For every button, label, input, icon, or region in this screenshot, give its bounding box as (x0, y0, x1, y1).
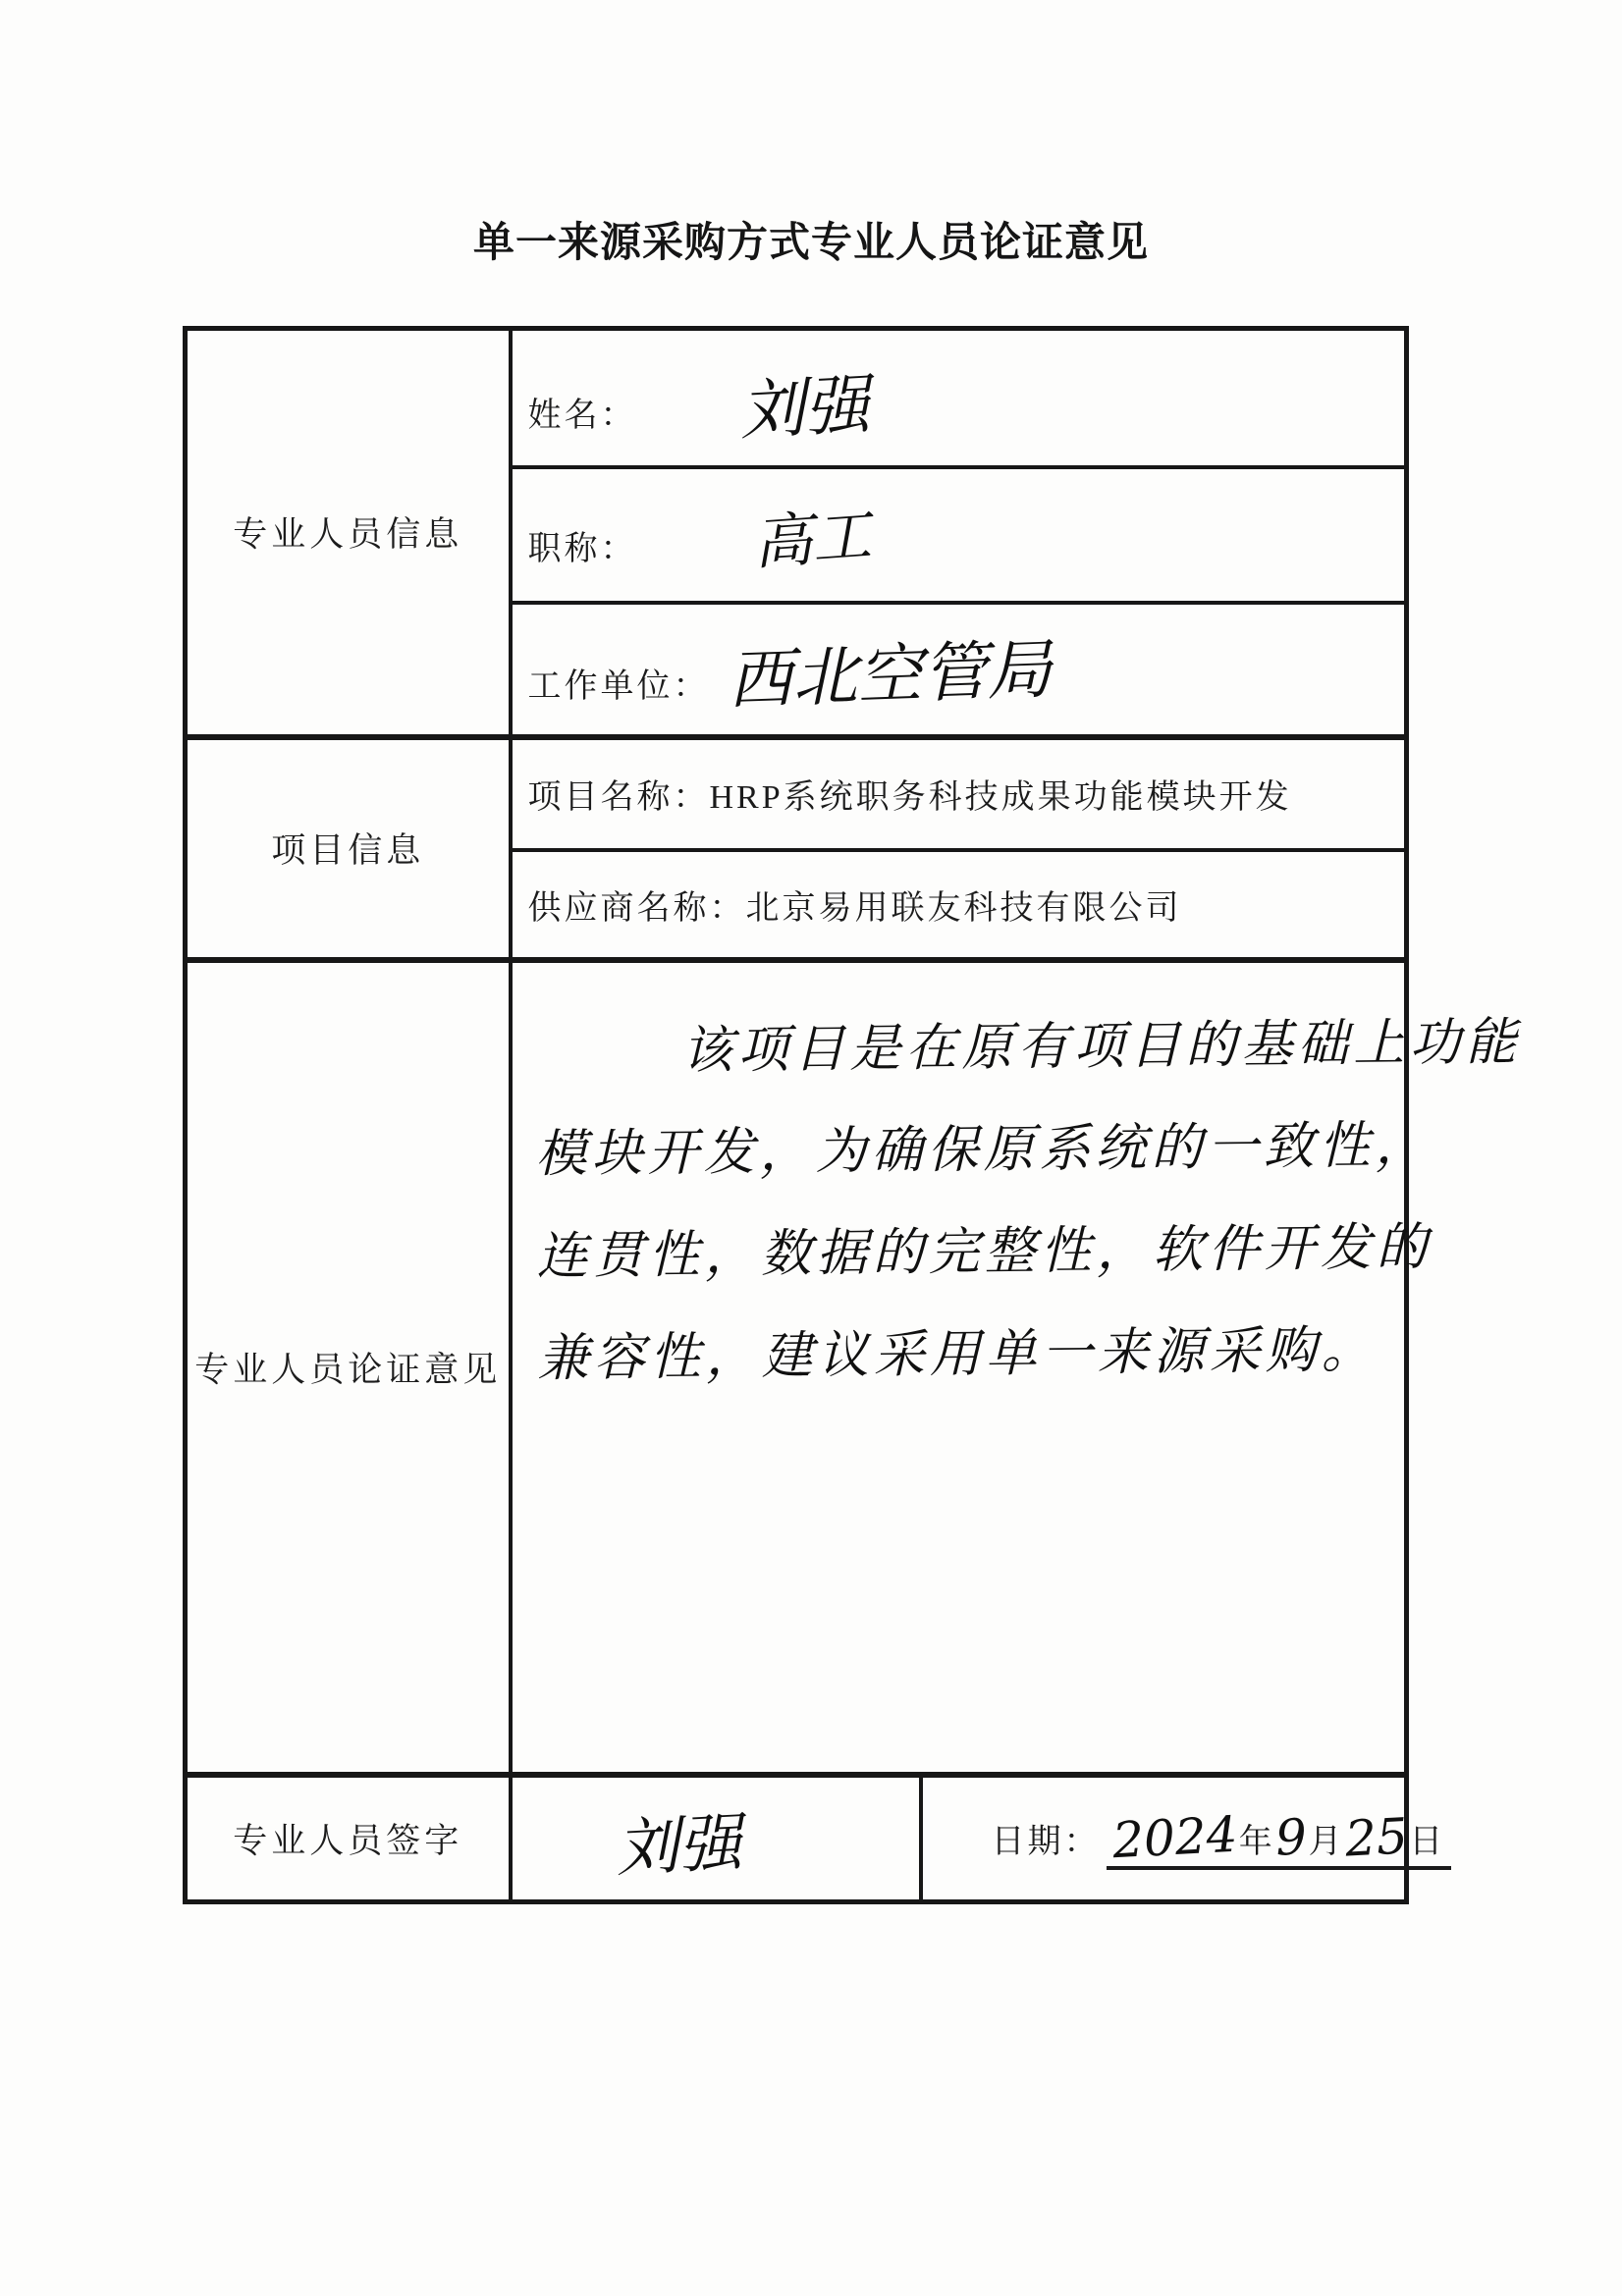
project-section-label: 项目信息 (271, 831, 425, 870)
opinion-line-3: 连贯性，数据的完整性，软件开发的 (535, 1217, 1433, 1286)
opinion-line-2: 模块开发，为确保原系统的一致性， (534, 1115, 1432, 1184)
signature-handwritten: 刘强 (614, 1806, 743, 1887)
date-underlined-value (1107, 1807, 1452, 1870)
signature-section-label: 专业人员签字 (233, 1821, 463, 1860)
row-project-name (186, 737, 1407, 850)
opinion-line-1: 该项目是在原有项目的基础上功能 (680, 1012, 1522, 1081)
section-label-opinion (186, 960, 511, 1775)
date-label: 日期： (991, 1823, 1101, 1860)
date-day-handwritten: 25 (1343, 1807, 1409, 1868)
opinion-handwritten-text (533, 990, 1524, 1410)
supplier-name-text: 供应商名称：北京易用联友科技有限公司 (527, 889, 1182, 927)
opinion-section-label: 专业人员论证意见 (194, 1350, 502, 1389)
date-cell (921, 1775, 1444, 1902)
form-table (183, 326, 1522, 1904)
opinion-line-4: 兼容性，建议采用单一来源采购。 (536, 1319, 1378, 1388)
project-name-text: 项目名称：HRP系统职务科技成果功能模块开发 (527, 779, 1292, 816)
name-field-label: 姓名： (527, 397, 637, 434)
page-title: 单一来源采购方式专业人员论证意见 (472, 221, 1149, 266)
name-handwritten-value: 刘强 (737, 366, 871, 450)
row-signature (186, 1775, 1407, 1902)
opinion-cell (511, 960, 1522, 1775)
title-handwritten-value: 高工 (750, 501, 874, 578)
date-year-suffix: 年 (1238, 1823, 1273, 1860)
project-name-cell (511, 737, 1407, 850)
section-label-project (186, 737, 511, 960)
date-day-suffix: 日 (1409, 1823, 1444, 1860)
unit-cell (511, 603, 1407, 737)
row-name (186, 329, 1407, 467)
date-month-suffix: 月 (1308, 1823, 1343, 1860)
section-label-person (186, 329, 511, 737)
date-year-handwritten: 2024 (1110, 1805, 1239, 1870)
signature-cell (511, 1775, 921, 1902)
date-month-handwritten: 9 (1273, 1807, 1309, 1867)
unit-handwritten-value: 西北空管局 (726, 631, 1053, 719)
row-opinion (186, 960, 1407, 1775)
section-label-signature (186, 1775, 511, 1902)
unit-field-label: 工作单位： (527, 668, 710, 705)
person-section-label: 专业人员信息 (233, 515, 463, 555)
name-cell (511, 329, 1407, 467)
supplier-cell (511, 850, 1407, 960)
title-cell (511, 467, 1407, 603)
title-field-label: 职称： (527, 530, 637, 567)
